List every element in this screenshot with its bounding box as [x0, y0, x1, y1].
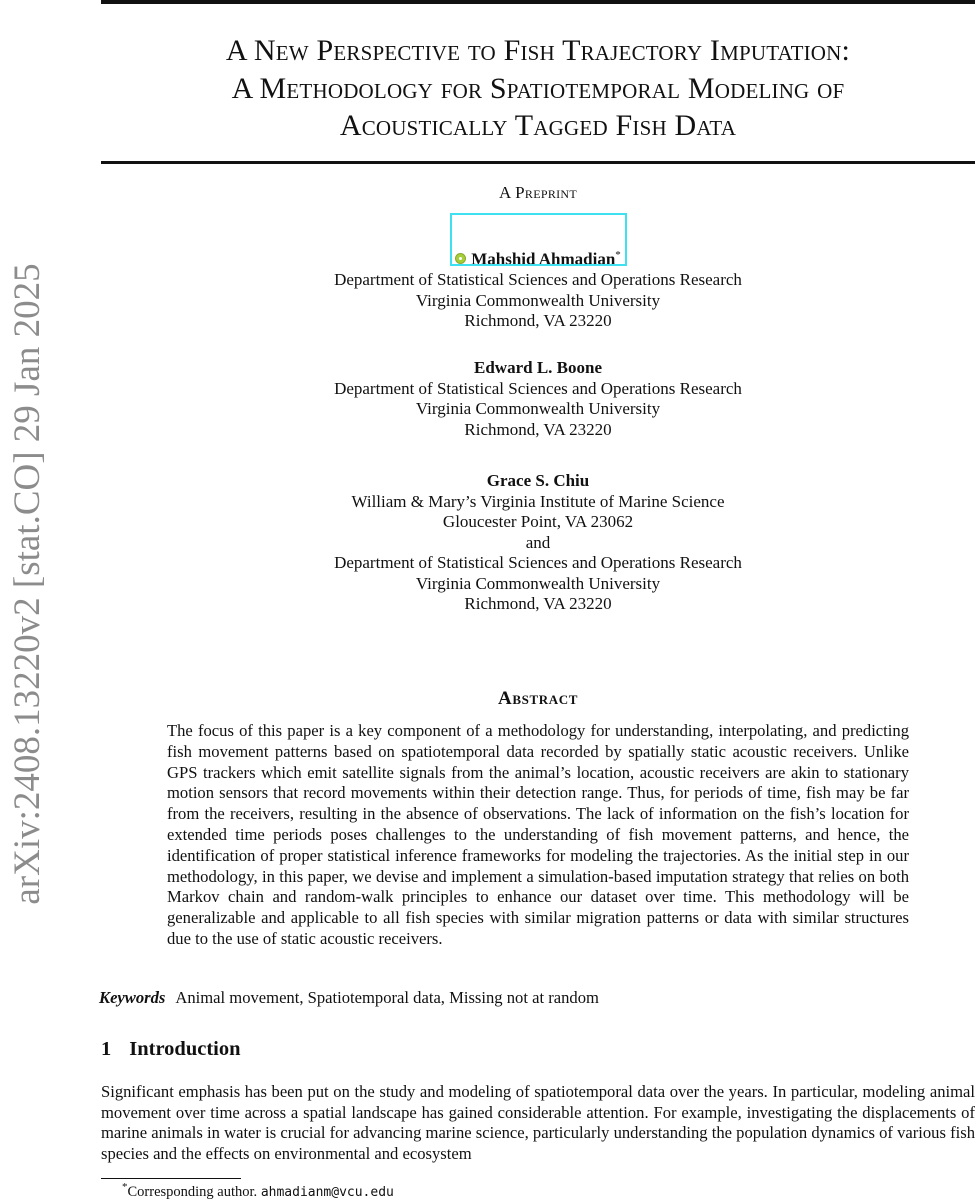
affiliation-line: Richmond, VA 23220	[464, 311, 612, 331]
title-line: A New Perspective to Fish Trajectory Imputation:	[225, 34, 851, 67]
author-name: Edward L. Boone	[474, 358, 602, 377]
affiliation-line: Department of Statistical Sciences and Operations Research	[334, 378, 742, 398]
author-name: Grace S. Chiu	[486, 471, 590, 490]
footnote-rule	[101, 1178, 241, 1179]
affiliation-line: Richmond, VA 23220	[464, 419, 612, 439]
selection-highlight	[450, 213, 627, 266]
footnote	[122, 1181, 394, 1201]
section-heading	[101, 1038, 241, 1061]
title-line: A Methodology for Spatiotemporal Modeling of	[231, 71, 845, 105]
introduction-text: Significant emphasis has been put on the study and modeling of spatiotemporal data over the years. In particular, modeling animal movement over time across a spatial landscape has gained considerable attention. For example, investigating the displacements of marine animals in water is crucial for advancing marine science, particularly understanding the population dynamics of various fish species and the effects on environmental and ecosystem	[101, 1082, 975, 1163]
affiliation-line: Virginia Commonwealth University	[415, 573, 661, 593]
title-rule	[101, 161, 975, 164]
affiliation-line: Virginia Commonwealth University	[415, 290, 661, 310]
affiliation-line: Gloucester Point, VA 23062	[442, 512, 634, 531]
affiliation-line: Virginia Commonwealth University	[415, 399, 661, 418]
author-name[interactable]: Mahshid Ahmadian	[471, 249, 616, 269]
affiliation-line: Richmond, VA 23220	[464, 594, 612, 613]
footnote-mark: *	[122, 1181, 128, 1193]
keywords-text: Animal movement, Spatiotemporal data, Missing not at random	[175, 988, 599, 1007]
author-block-3	[101, 471, 975, 615]
arxiv-identifier: arXiv:2408.13220v2 [stat.CO] 29 Jan 2025	[7, 263, 48, 905]
preprint-label: A Preprint	[498, 183, 578, 202]
keywords	[99, 988, 599, 1008]
title-line: Acoustically Tagged Fish Data	[339, 109, 737, 142]
affiliation-line: Department of Statistical Sciences and Operations Research	[334, 553, 742, 572]
section-title: Introduction	[129, 1038, 241, 1060]
affiliation-line: and	[525, 532, 551, 552]
affiliation-line: Department of Statistical Sciences and Operations Research	[334, 270, 742, 290]
top-rule	[101, 0, 975, 4]
keywords-label: Keywords	[99, 988, 166, 1007]
footnote-email[interactable]: ahmadianm@vcu.edu	[260, 1184, 394, 1200]
paper-title	[101, 32, 975, 145]
author-block-2	[101, 358, 975, 440]
abstract-heading: Abstract	[498, 688, 578, 709]
abstract-text: The focus of this paper is a key component of a methodology for understanding, interpolating, and predicting fish movement patterns based on spatiotemporal data recorded by spatially static acoustic receivers. Unlike GPS trackers which emit satellite signals from the animal’s location, acoustic receivers are akin to stationary motion sensors that record movements within their detection range. Thus, for periods of time, fish may be far from the receivers, resulting in the absence of observations. The lack of information on the fish’s location for extended time periods poses challenges to the understanding of fish movement patterns, and hence, the identification of proper statistical inference frameworks for modeling the trajectories. As the initial step in our methodology, in this paper, we devise and implement a simulation-based imputation strategy that relies on both Markov chain and random-walk principles to enhance our dataset over time. This methodology will be generalizable and applicable to all fish species with similar migration patterns or data with similar structures due to the use of static acoustic receivers.	[167, 721, 909, 948]
footnote-text: Corresponding author.	[127, 1183, 258, 1200]
section-number: 1	[101, 1038, 112, 1060]
corresponding-mark: *	[615, 249, 621, 261]
affiliation-line: William & Mary’s Virginia Institute of Marine Science	[351, 491, 725, 511]
